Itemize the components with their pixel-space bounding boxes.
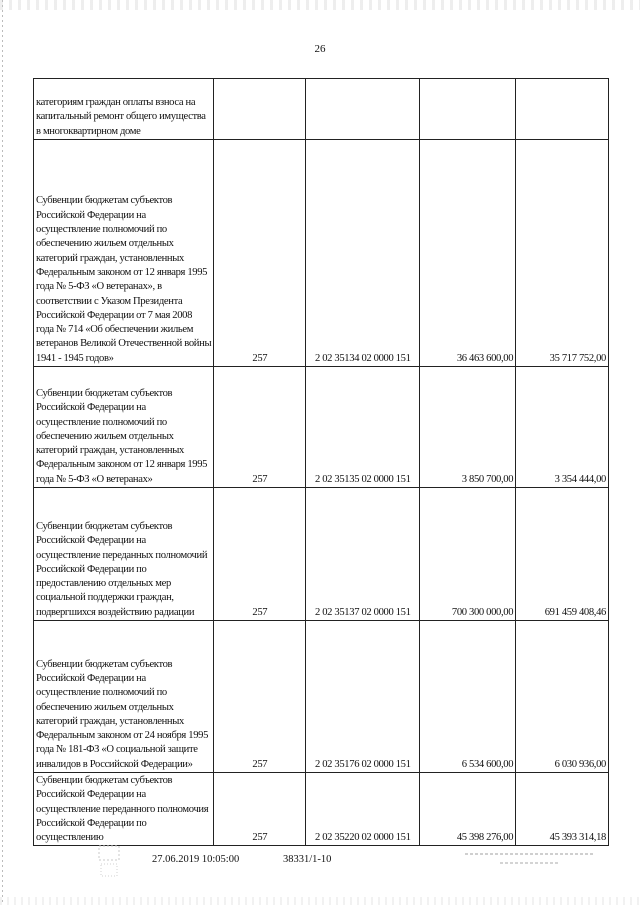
budget-code-cell: 2 02 35176 02 0000 151 [306, 621, 420, 773]
scan-noise-top [0, 0, 640, 10]
row-name: Субвенции бюджетам субъектов Российской Федерации на осуществление переданных полномочий Российской Федерации по предоставлению отдельных мер социальной поддержки граждан, подвергшихся воздействию радиации [36, 520, 208, 618]
approved-amount-cell: 36 463 600,00 [420, 140, 516, 367]
budget-code-cell: 2 02 35135 02 0000 151 [306, 367, 420, 488]
row-name-cell [34, 367, 214, 488]
approved-amount-cell: 6 534 600,00 [420, 621, 516, 773]
scan-noise-bottom [0, 897, 640, 905]
faint-footer-mark [455, 848, 605, 872]
budget-code-cell: 2 02 35134 02 0000 151 [306, 140, 420, 367]
table-row [34, 621, 609, 773]
row-name-cell [34, 488, 214, 621]
executed-amount-cell: 45 393 314,18 [516, 773, 609, 846]
approved-amount-cell: 700 300 000,00 [420, 488, 516, 621]
row-name: Субвенции бюджетам субъектов Российской Федерации на осуществление полномочий по обеспечению жильем отдельных категорий граждан, установленных Федеральным законом от 12 января 1995 года № 5-ФЗ «О ветеранах», в соответствии с Указом Президента Российской Федерации от 7 мая 2008 года № 714 «Об обеспечении жильем ветеранов Великой Отечественной войны 1941 - 1945 годов» [36, 195, 212, 364]
approved-amount-cell [420, 79, 516, 140]
faint-stamp-mark [95, 842, 125, 882]
executed-amount-cell: 691 459 408,46 [516, 488, 609, 621]
table-row [34, 140, 609, 367]
footer-timestamp: 27.06.2019 10:05:00 [152, 854, 240, 865]
admin-code-cell: 257 [214, 140, 306, 367]
table-row [34, 773, 609, 846]
row-name: Субвенции бюджетам субъектов Российской Федерации на осуществление переданного полномочия Российской Федерации по осуществлению [36, 775, 209, 844]
budget-code-cell [306, 79, 420, 140]
admin-code-cell: 257 [214, 488, 306, 621]
budget-code-cell: 2 02 35137 02 0000 151 [306, 488, 420, 621]
approved-amount-cell: 3 850 700,00 [420, 367, 516, 488]
row-name-cell [34, 79, 214, 140]
stamp-icon [95, 842, 125, 882]
budget-table [33, 78, 609, 846]
row-name: Субвенции бюджетам субъектов Российской Федерации на осуществление полномочий по обеспечению жильем отдельных категорий граждан, установленных Федеральным законом от 24 ноября 1995 года № 181-ФЗ «О социальной защите инвалидов в Российской Федерации» [36, 658, 209, 770]
admin-code-cell: 257 [214, 621, 306, 773]
executed-amount-cell: 35 717 752,00 [516, 140, 609, 367]
row-name: Субвенции бюджетам субъектов Российской Федерации на осуществление полномочий по обеспечению жильем отдельных категорий граждан, установленных Федеральным законом от 12 января 1995 года № 5-ФЗ «О ветеранах» [36, 387, 208, 485]
table-row [34, 488, 609, 621]
admin-code-cell [214, 79, 306, 140]
approved-amount-cell: 45 398 276,00 [420, 773, 516, 846]
row-name-cell [34, 773, 214, 846]
executed-amount-cell: 6 030 936,00 [516, 621, 609, 773]
executed-amount-cell: 3 354 444,00 [516, 367, 609, 488]
budget-code-cell: 2 02 35220 02 0000 151 [306, 773, 420, 846]
table-row [34, 367, 609, 488]
row-name: категориям граждан оплаты взноса на капитальный ремонт общего имущества в многоквартирном доме [36, 97, 206, 137]
row-name-cell [34, 140, 214, 367]
table-row [34, 79, 609, 140]
footer-document-code: 38331/1-10 [283, 854, 332, 865]
scan-edge-left [2, 0, 3, 905]
admin-code-cell: 257 [214, 367, 306, 488]
admin-code-cell: 257 [214, 773, 306, 846]
faint-text-icon [455, 848, 605, 870]
page-number: 26 [314, 43, 326, 55]
row-name-cell [34, 621, 214, 773]
executed-amount-cell [516, 79, 609, 140]
